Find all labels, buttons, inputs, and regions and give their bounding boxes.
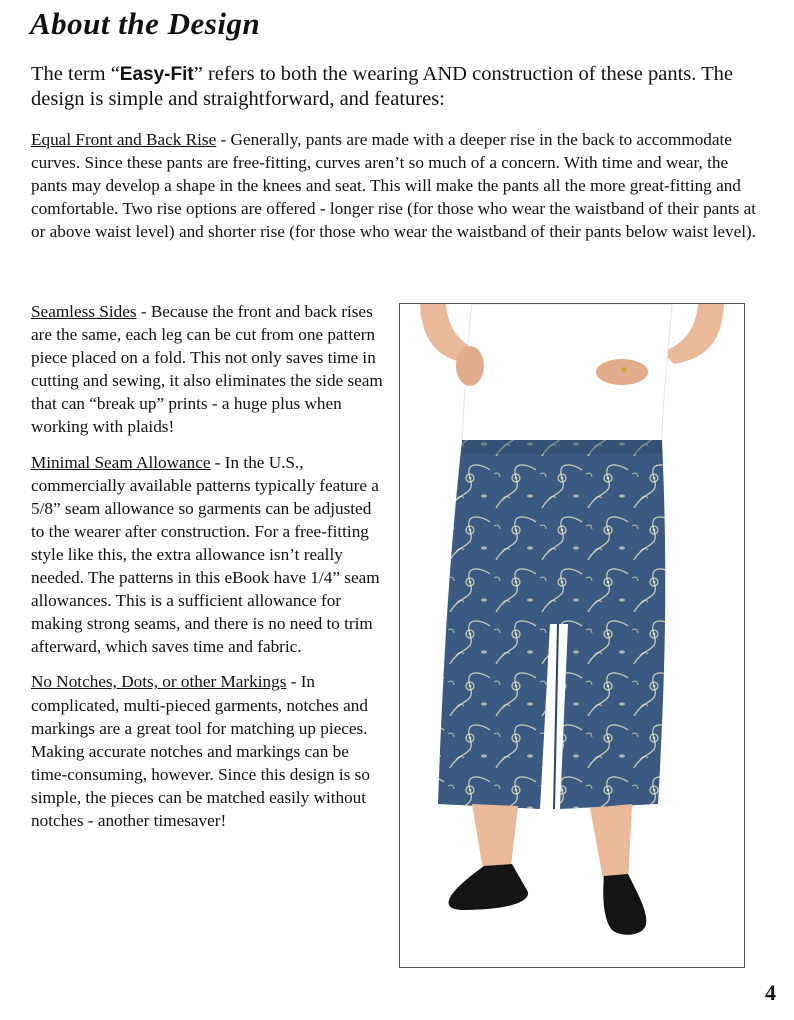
waistband — [462, 440, 662, 454]
section-heading: Equal Front and Back Rise — [31, 130, 217, 149]
pants-embroidery — [438, 440, 665, 809]
pants-photo — [399, 303, 745, 968]
section-body: - In complicated, multi-pieced garments, notches and markings are a great tool for matching up pieces. Making accurate notches and markings can be time-consuming, however. Since this design is so simple, the pieces can be matched easily without notches - another timesaver! — [31, 672, 370, 830]
section-body: - In the U.S., commercially available patterns typically feature a 5/8” seam allowance so garments can be adjusted to the wearer after construction. For a free-fitting style like this, the extra allowance isn’t really needed. The patterns in this eBook have 1/4” seam allowances. This is a sufficient allowance for making strong seams, and there is no need to trim afterward, which saves time and fabric. — [31, 452, 380, 657]
section-heading: No Notches, Dots, or other Markings — [31, 672, 287, 692]
intro-suffix: ” refers to both the wearing AND construction of these pants. The design is simple and straightforward, and features: — [31, 63, 734, 110]
page-number: 4 — [765, 980, 776, 1005]
section-equal-rise — [31, 128, 761, 243]
left-column — [31, 300, 383, 844]
section-no-notches — [31, 670, 383, 832]
pants-photo-illustration — [400, 304, 744, 967]
section-seamless-sides — [31, 300, 383, 439]
left-shoe — [449, 864, 529, 910]
section-heading: Minimal Seam Allowance — [31, 452, 211, 472]
right-leg — [590, 804, 632, 884]
page-title: About the Design — [30, 6, 261, 41]
intro-bold-term: Easy-Fit — [119, 64, 194, 85]
section-body: - Because the front and back rises are the same, each leg can be cut from one pattern piece placed on a fold. This not only saves time in cutting and sewing, it also eliminates the side seam that can “break up” prints - a huge plus when working with plaids! — [31, 302, 383, 437]
right-shoe — [603, 874, 646, 935]
leg-seam — [554, 624, 558, 809]
section-body: - Generally, pants are made with a deeper rise in the back to accommodate curves. Since these pants are free-fitting, curves aren’t so much of a concern. With time and wear, the pants may develop a shape in the knees and seat. This will make the pants all the more great-fitting and comfortable. Two rise options are offered - longer rise (for those who wear the waistband of their pants at or above waist level) and shorter rise (for those who wear the waistband of their pants below waist level). — [31, 130, 757, 242]
section-minimal-seam — [31, 451, 383, 659]
intro-prefix: The term “ — [31, 63, 120, 85]
ring — [621, 367, 627, 373]
section-heading: Seamless Sides — [31, 302, 137, 321]
left-hand — [456, 346, 484, 386]
intro-paragraph — [31, 62, 751, 111]
